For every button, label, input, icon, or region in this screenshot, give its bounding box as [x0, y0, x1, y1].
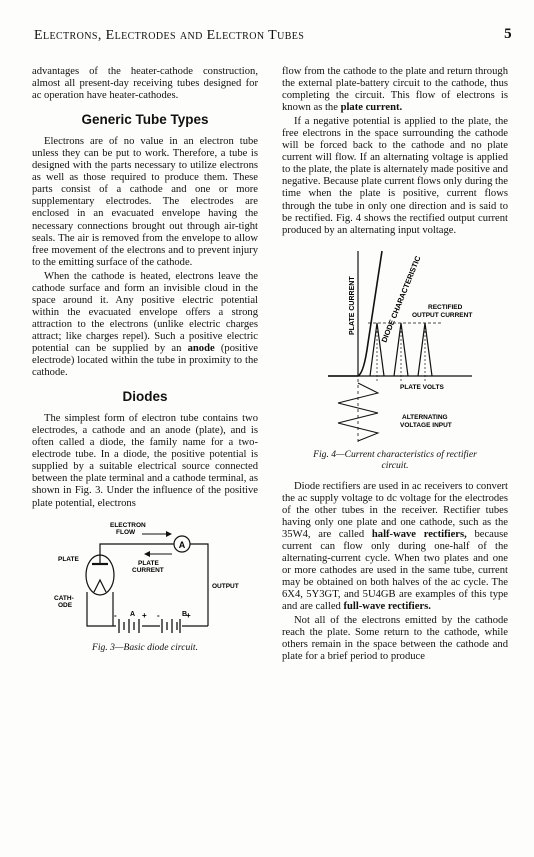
- arrow-left-icon: [144, 551, 150, 557]
- paragraph-negative-potential: If a negative potential is applied to the plate, the free electrons in the space surrounding the cathode will be forced back to the cathode and no plate current will flow. If an alternating voltage is applied to the plate, the plate is alternately made positive and negative. Because plate current flows only during the time when the plate is positive, current flows through the tube in only one direction and is said to be rectified. Fig. 4 shows the rectified output current produced by an alternating input voltage.: [282, 116, 508, 236]
- caption-line-1: Fig. 4—Current characteristics of rectifier: [313, 448, 477, 460]
- label-ac-1: ALTERNATING: [402, 413, 448, 421]
- caption-line-2: circuit.: [381, 459, 409, 471]
- right-column: [282, 66, 508, 665]
- label-plate-current-2: CURRENT: [132, 566, 164, 574]
- meter-label: A: [178, 539, 186, 550]
- label-output: OUTPUT: [212, 582, 239, 590]
- heading-generic-tube-types: Generic Tube Types: [81, 112, 209, 128]
- text-run: (positive electrode) located within the tube in proximity to the cathode.: [32, 342, 258, 379]
- label-electron-flow-2: FLOW: [116, 528, 136, 536]
- text-run: Diode rectifiers are used in ac receivers to convert the ac supply voltage to dc voltage for the electrodes of the other tubes in the receiver. Rectifier tubes having only one plate and one cathode, such as the 35W4, are called: [282, 480, 508, 540]
- term-anode: anode: [187, 342, 215, 354]
- paragraph-cathode-heated: [32, 271, 258, 379]
- label-plate-volts: PLATE VOLTS: [400, 383, 444, 391]
- label-battery-b: B: [182, 610, 188, 618]
- label-plate-current-axis: PLATE CURRENT: [349, 276, 356, 335]
- header-title: Electrons, Electrodes and Electron Tubes: [34, 28, 305, 43]
- label-cathode-2: ODE: [58, 601, 73, 609]
- text-run: When the cathode is heated, electrons leave the cathode surface and form an invisible cloud in the space around it. Any positive electric potential within the evacuated envelope offers a strong attraction to the electrons (unlike electric charges attract; like charges repel). Such a positive electric potential can be supplied by an: [32, 270, 258, 354]
- text-run: because current can flow only during one-half of the alternating-current cycle. When two plates and one or more cathodes are used in the same tube, current may be obtained on both halves of the ac cycle. The 6X4, 5Y3GT, and 5U4GB are examples of this type and are called: [282, 528, 508, 613]
- battery-a-icon: [119, 619, 139, 633]
- figure-3-caption: Fig. 3—Basic diode circuit.: [92, 641, 198, 653]
- figure-4-caption: [282, 449, 508, 471]
- paragraph-plate-current: [282, 66, 508, 114]
- paragraph-diode-rectifiers: [282, 481, 508, 614]
- text-run: flow from the cathode to the plate and return through the external plate-battery circuit to the cathode, thus completing the circuit. This flow of electrons is known as the: [282, 66, 508, 114]
- label-plus: +: [142, 610, 147, 620]
- label-plate: PLATE: [58, 555, 79, 563]
- label-battery-a: A: [130, 610, 136, 618]
- figure-3-diode-circuit: [32, 518, 258, 653]
- paragraph-simplest-tube: The simplest form of electron tube contains two electrodes, a cathode and an anode (plate), and is often called a diode, the family name for a two-electrode tube. In a diode, the positive potential is supplied by a suitable electrical source connected between the plate terminal and a cathode terminal, as shown in Fig. 3. Under the influence of the positive plate potential, electrons: [32, 413, 258, 509]
- term-plate-current: plate current.: [340, 102, 403, 114]
- label-plus-b: +: [186, 610, 191, 620]
- label-minus: -: [114, 610, 117, 620]
- rectifier-characteristic-diagram: [282, 243, 508, 443]
- label-cathode-1: CATH-: [54, 594, 74, 602]
- label-ac-2: VOLTAGE INPUT: [400, 421, 452, 429]
- heading-diodes: Diodes: [122, 389, 168, 405]
- label-plate-current-1: PLATE: [138, 559, 159, 567]
- paragraph-not-all-electrons: Not all of the electrons emitted by the cathode reach the plate. Some return to the cathode, while others remain in the space between the cathode and plate for a brief period to produce: [282, 615, 508, 663]
- diode-circuit-diagram: [32, 518, 258, 636]
- battery-b-icon: [162, 619, 180, 633]
- term-half-wave: half-wave rectifiers,: [371, 528, 467, 540]
- running-header: [34, 28, 512, 50]
- page-number: 5: [504, 26, 512, 42]
- label-rectified-2: OUTPUT CURRENT: [412, 311, 473, 319]
- cathode-heater: [94, 580, 106, 592]
- label-rectified-1: RECTIFIED: [428, 303, 463, 311]
- paragraph-heater-cathode: advantages of the heater-cathode construction, almost all present-day receiving tubes designed for ac operation have heater-cathodes.: [32, 66, 258, 102]
- label-electron-flow-1: ELECTRON: [110, 521, 146, 529]
- figure-4-rectifier-characteristics: [282, 243, 508, 471]
- arrow-right-icon: [166, 531, 172, 537]
- paragraph-electrons-work: Electrons are of no value in an electron tube unless they can be put to work. Therefore, a tube is designed with the parts necessary to utilize electrons as well as those required to produce them. These parts consist of a cathode and one or more supplementary electrodes. The electrodes are enclosed in an evacuated envelope having the necessary connections brought out through air-tight seals. The air is removed from the envelope to allow free movement of the electrons and to prevent injury to the emitting surface of the cathode.: [32, 136, 258, 268]
- label-minus-b: -: [157, 610, 160, 620]
- label-diode-characteristic: DIODE CHARACTERISTIC: [379, 254, 423, 344]
- term-full-wave: full-wave rectifiers.: [343, 601, 431, 613]
- left-column: [32, 66, 258, 663]
